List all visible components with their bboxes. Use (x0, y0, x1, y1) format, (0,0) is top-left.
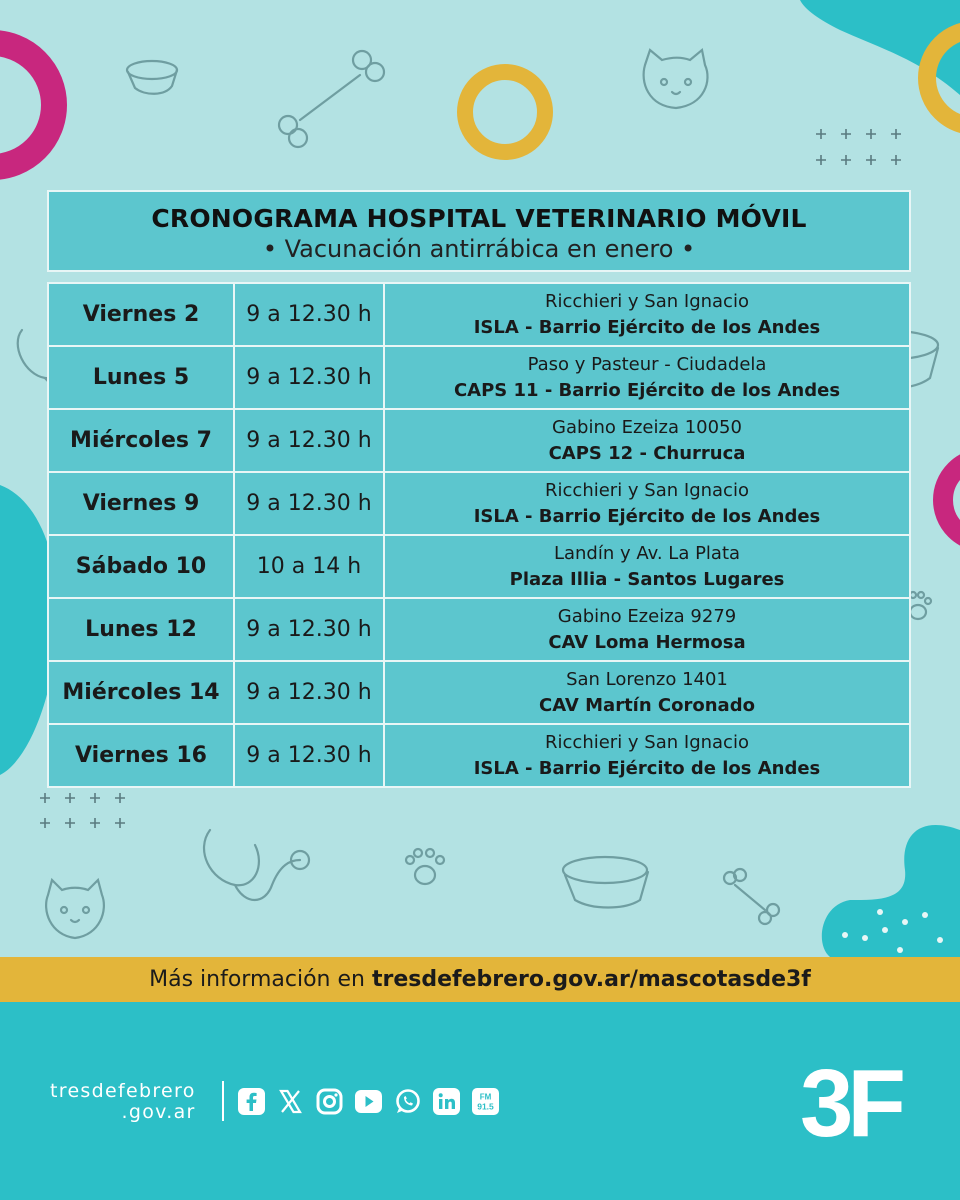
3f-logo-text: 3F (800, 1054, 901, 1144)
schedule-header (47, 190, 911, 272)
schedule-table (47, 282, 911, 788)
day-cell: Sábado 10 (48, 535, 234, 598)
location-place: Plaza Illia - Santos Lugares (509, 568, 785, 590)
table-row (48, 661, 910, 724)
footer (0, 1002, 960, 1200)
plus-grid-bottom-left (40, 793, 125, 828)
table-row (48, 535, 910, 598)
location-place: CAPS 12 - Churruca (548, 442, 746, 464)
location-street: Landín y Av. La Plata (553, 542, 741, 564)
location-street: Ricchieri y San Ignacio (545, 479, 749, 501)
x-icon[interactable] (277, 1088, 304, 1115)
cat-icon-top (644, 50, 708, 108)
time-cell: 9 a 12.30 h (234, 409, 384, 472)
stethoscope-icon-bottom (204, 830, 309, 900)
youtube-icon[interactable] (355, 1088, 382, 1115)
instagram-icon[interactable] (316, 1088, 343, 1115)
bowl-icon-top (127, 61, 177, 94)
mustard-ring-top (465, 72, 545, 152)
fm-radio-icon[interactable] (472, 1088, 499, 1115)
table-row (48, 346, 910, 409)
time-cell: 9 a 12.30 h (234, 598, 384, 661)
social-links (238, 1088, 499, 1115)
fm-label-top: FM (479, 1092, 492, 1102)
site-name-line1: tresdefebrero (50, 1080, 196, 1102)
location-cell (384, 535, 910, 598)
info-link[interactable]: tresdefebrero.gov.ar/mascotasde3f (371, 967, 811, 992)
table-row (48, 409, 910, 472)
time-cell: 9 a 12.30 h (234, 283, 384, 346)
location-place: ISLA - Barrio Ejército de los Andes (473, 316, 821, 338)
day-cell: Viernes 9 (48, 472, 234, 535)
day-cell: Miércoles 14 (48, 661, 234, 724)
table-row (48, 724, 910, 787)
page-title: CRONOGRAMA HOSPITAL VETERINARIO MÓVIL (151, 204, 807, 233)
location-place: ISLA - Barrio Ejército de los Andes (473, 505, 821, 527)
location-street: Gabino Ezeiza 10050 (552, 416, 742, 438)
day-cell: Lunes 5 (48, 346, 234, 409)
time-cell: 9 a 12.30 h (234, 346, 384, 409)
magenta-ring-left (0, 43, 54, 167)
location-cell (384, 346, 910, 409)
location-cell (384, 409, 910, 472)
location-cell (384, 598, 910, 661)
location-place: ISLA - Barrio Ejército de los Andes (473, 757, 821, 779)
cat-icon-bottom (46, 880, 104, 938)
day-cell: Lunes 12 (48, 598, 234, 661)
location-street: Ricchieri y San Ignacio (545, 290, 749, 312)
time-cell: 9 a 12.30 h (234, 724, 384, 787)
paw-icon-bottom (406, 849, 444, 884)
location-street: San Lorenzo 1401 (566, 668, 728, 690)
bone-icon-bottom (724, 869, 779, 924)
location-place: CAV Martín Coronado (539, 694, 755, 716)
table-row (48, 283, 910, 346)
table-row (48, 598, 910, 661)
magenta-ring-right (943, 458, 960, 542)
location-cell (384, 724, 910, 787)
footer-divider (222, 1081, 224, 1121)
location-place: CAPS 11 - Barrio Ejército de los Andes (453, 379, 841, 401)
plus-grid-top-right (816, 129, 901, 165)
fm-label-bottom: 91.5 (477, 1101, 494, 1112)
info-bar (0, 957, 960, 1002)
site-name[interactable] (50, 1081, 196, 1123)
location-street: Paso y Pasteur - Ciudadela (527, 353, 767, 375)
facebook-icon[interactable] (238, 1088, 265, 1115)
info-prefix: Más información en (149, 967, 365, 992)
site-name-line2: .gov.ar (121, 1101, 196, 1123)
whatsapp-icon[interactable] (394, 1088, 421, 1115)
table-row (48, 472, 910, 535)
bowl-icon-bottom (563, 857, 648, 908)
3f-logo (795, 1054, 915, 1144)
location-street: Gabino Ezeiza 9279 (557, 605, 737, 627)
linkedin-icon[interactable] (433, 1088, 460, 1115)
day-cell: Miércoles 7 (48, 409, 234, 472)
time-cell: 9 a 12.30 h (234, 472, 384, 535)
page-subtitle: • Vacunación antirrábica en enero • (262, 235, 696, 263)
location-cell (384, 661, 910, 724)
location-place: CAV Loma Hermosa (548, 631, 746, 653)
day-cell: Viernes 16 (48, 724, 234, 787)
location-street: Ricchieri y San Ignacio (545, 731, 749, 753)
location-cell (384, 472, 910, 535)
bone-icon-top (279, 51, 384, 147)
day-cell: Viernes 2 (48, 283, 234, 346)
time-cell: 9 a 12.30 h (234, 661, 384, 724)
location-cell (384, 283, 910, 346)
time-cell: 10 a 14 h (234, 535, 384, 598)
